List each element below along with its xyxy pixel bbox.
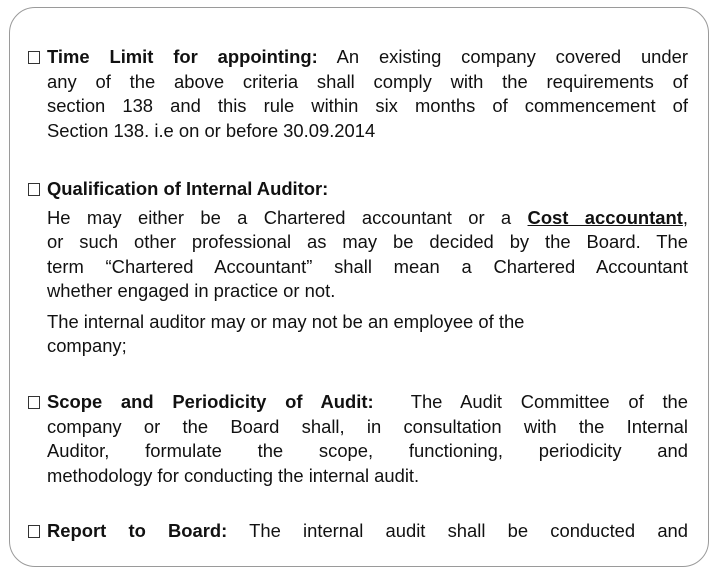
paragraph-line: whether engaged in practice or not. (47, 280, 336, 301)
section-heading: Qualification of Internal Auditor: (47, 178, 329, 199)
paragraph-line: or such other professional as may be decided by the Board. The (47, 231, 688, 252)
paragraph-text: An existing company covered under (336, 46, 688, 67)
section-qualification-heading-line (28, 177, 688, 202)
checkbox-bullet-icon (28, 51, 40, 64)
section-heading: Scope and Periodicity of Audit: (47, 391, 374, 412)
paragraph-line: section 138 and this rule within six months of commencement of (47, 95, 688, 116)
paragraph-line: company; (47, 335, 127, 356)
paragraph-text: He may either be a Chartered accountant or a (47, 206, 512, 228)
paragraph-text: , (682, 206, 688, 228)
section-scope (28, 390, 688, 488)
paragraph-line: Auditor, formulate the scope, functioning, periodicity and (47, 440, 688, 461)
paragraph-line: term “Chartered Accountant” shall mean a Chartered Accountant (47, 255, 688, 277)
paragraph-line: Section 138. i.e on or before 30.09.2014 (47, 119, 376, 141)
section-heading: Time Limit for appointing: (47, 46, 318, 67)
section-heading: Report to Board: (47, 520, 228, 541)
paragraph-text: The internal audit shall be conducted and (249, 520, 689, 541)
checkbox-bullet-icon (28, 183, 40, 196)
section-time-limit-first-line (28, 45, 688, 70)
section-scope-first-line (28, 390, 688, 415)
paragraph-line (47, 206, 688, 231)
paragraph-line: company or the Board shall, in consultation with the Internal (47, 415, 688, 437)
paragraph-line: any of the above criteria shall comply with the requirements of (47, 70, 688, 92)
checkbox-bullet-icon (28, 525, 40, 538)
section-time-limit (28, 45, 688, 143)
cost-accountant-link[interactable]: Cost accountant (527, 206, 683, 228)
section-qualification (28, 177, 688, 359)
checkbox-bullet-icon (28, 396, 40, 409)
paragraph-line: methodology for conducting the internal audit. (47, 464, 420, 486)
paragraph-text: The Audit Committee of the (410, 391, 689, 412)
paragraph-line: The internal auditor may or may not be an employee of the (47, 310, 525, 332)
